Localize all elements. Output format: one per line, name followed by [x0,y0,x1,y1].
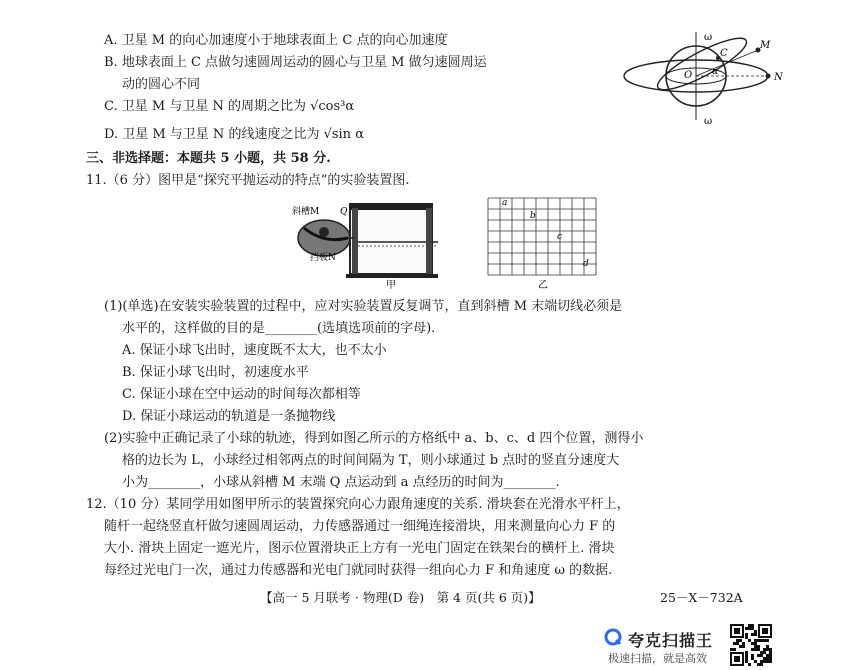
qr-cell [751,642,754,645]
qr-cell [745,627,748,630]
right-post [426,208,432,274]
qr-cell [751,633,754,636]
figure-jia-apparatus [290,198,450,290]
board-top-bar [350,204,432,210]
qr-cell [748,627,751,630]
scanner-logo-icon [604,628,622,646]
c-label: C [720,48,728,59]
figure-yi-grid [484,196,600,292]
qr-cell [754,648,757,651]
qr-cell [751,627,754,630]
qr-cell [748,624,751,627]
caption-jia: 甲 [386,280,396,290]
qr-cell [754,645,757,648]
qr-cell [745,657,748,660]
scanner-brand-slogan: 极速扫描，就是高效 [608,652,707,665]
qr-cell [754,642,757,645]
qr-cell [754,660,757,663]
qr-cell [751,648,754,651]
option-a: A. 卫星 M 的向心加速度小于地球表面上 C 点的向心加速度 [104,33,448,48]
qr-cell [757,639,760,642]
qr-cell [748,663,751,666]
qr-cell [760,651,763,654]
qr-cell [763,660,766,663]
orbit-figure [618,28,798,128]
q11-part1-option-b: B. 保证小球飞出时，初速度水平 [122,365,309,380]
m-label: M [760,40,771,51]
option-c: C. 卫星 M 与卫星 N 的周期之比为 √cos³α [104,99,355,114]
qr-cell [736,642,739,645]
q11-part2-line2: 格的边长为 L，小球经过相邻两点的时间间隔为 T，则小球通过 b 点时的竖直分速度大 [122,453,620,468]
qr-cell [769,648,772,651]
qr-cell [766,660,769,663]
qr-cell [769,660,772,663]
qr-code-icon [730,624,772,666]
qr-cell [760,639,763,642]
qr-cell [754,630,757,633]
q11-part1-option-c: C. 保证小球在空中运动的时间每次都相等 [122,387,361,402]
section-three-heading: 三、非选择题：本题共 5 小题，共 58 分. [86,151,331,166]
qr-cell [760,663,763,666]
qr-cell [739,645,742,648]
qr-cell [745,633,748,636]
omega-bottom-label: ω [704,116,713,127]
qr-cell [757,645,760,648]
left-post [352,208,358,274]
q-label: Q [340,207,348,217]
qr-cell [760,660,763,663]
q12-line1: 12.（10 分）某同学用如图甲所示的装置探究向心力跟角速度的关系. 滑块套在光滑水平杆上， [86,497,630,512]
qr-cell [769,657,772,660]
sat-n-dot [766,74,771,79]
o-label: O [684,70,693,81]
scanner-brand-name: 夸克扫描王 [628,631,714,650]
qr-cell [757,648,760,651]
orbit-m [652,30,752,98]
qr-cell [760,654,763,657]
n-label: N [774,72,783,83]
point-a-label: a [502,198,508,208]
q12-line4: 每经过光电门一次，通过力传感器和光电门就同时获得一组向心力 F 和角速度 ω 的数据. [104,563,613,578]
qr-cell [766,648,769,651]
qr-cell [742,642,745,645]
qr-cell [736,639,739,642]
q11-part1-option-a: A. 保证小球飞出时，速度既不太大，也不太小 [122,343,387,358]
qr-cell [769,654,772,657]
qr-cell [745,654,748,657]
board [350,204,432,274]
qr-cell [733,642,736,645]
alpha-label: α [712,67,719,77]
qr-cell [766,645,769,648]
point-d-label: d [583,259,589,269]
qr-cell [769,651,772,654]
qr-cell [763,648,766,651]
page-footer-title: 【高一 5 月联考 · 物理(D 卷) 第 4 页(共 6 页)】 [260,590,541,605]
q11-part2-line1: (2)实验中正确记录了小球的轨迹，得到如图乙所示的方格纸中 a、b、c、d 四个位置，测得小 [104,431,644,446]
page-footer-code: 25－X－732A [660,590,743,605]
q11-part1-option-d: D. 保证小球运动的轨道是一条抛物线 [122,409,336,424]
point-c-label: c [557,232,563,242]
qr-cell [766,639,769,642]
qr-cell [730,648,733,651]
q12-line3: 大小. 滑块上固定一遮光片，图示位置滑块正上方有一光电门固定在铁架台的横杆上. 滑块 [104,541,615,556]
caption-yi: 乙 [538,280,548,291]
qr-cell [763,639,766,642]
qr-cell [763,657,766,660]
option-d: D. 卫星 M 与卫星 N 的线速度之比为 √sin α [104,127,364,142]
qr-cell [742,645,745,648]
qr-cell [766,657,769,660]
qr-cell [733,648,736,651]
qr-cell [748,639,751,642]
point-b-label: b [530,211,536,221]
qr-cell [739,639,742,642]
q12-line2: 随杆一起绕竖直杆做匀速圆周运动，力传感器通过一细绳连接滑块，用来测量向心力 F 的 [104,519,616,534]
q11-part1-line2: 水平的，这样做的目的是________(选填选项前的字母). [122,321,436,336]
ball [319,227,329,237]
qr-cell [745,636,748,639]
option-b-line1: B. 地球表面上 C 点做匀速圆周运动的圆心与卫星 M 做匀速圆周运 [104,55,487,70]
chute-label: 斜槽M [292,207,320,217]
qr-cell [754,633,757,636]
qr-cell [754,639,757,642]
plate-label: 挡板N [310,253,336,263]
grid-lines [488,198,596,275]
qr-cell [757,654,760,657]
q11-part2-line3: 小为________，小球从斜槽 M 末端 Q 点运动到 a 点经历的时间为________. [122,475,560,490]
qr-cell [763,651,766,654]
scanner-watermark [600,624,850,668]
qr-cell [751,654,754,657]
qr-cell [745,651,748,654]
q11-stem: 11.（6 分）图甲是“探究平抛运动的特点”的实验装置图. [86,173,410,188]
qr-cell [766,654,769,657]
qr-cell [745,660,748,663]
qr-cell [751,657,754,660]
base [346,274,438,278]
qr-cell [751,624,754,627]
option-b-line2: 动的圆心不同 [122,77,201,92]
omega-top-label: ω [704,32,713,43]
qr-cell [757,663,760,666]
q11-part1-line1: (1)(单选)在安装实验装置的过程中，应对实验装置反复调节，直到斜槽 M 末端切线必须是 [104,299,623,314]
